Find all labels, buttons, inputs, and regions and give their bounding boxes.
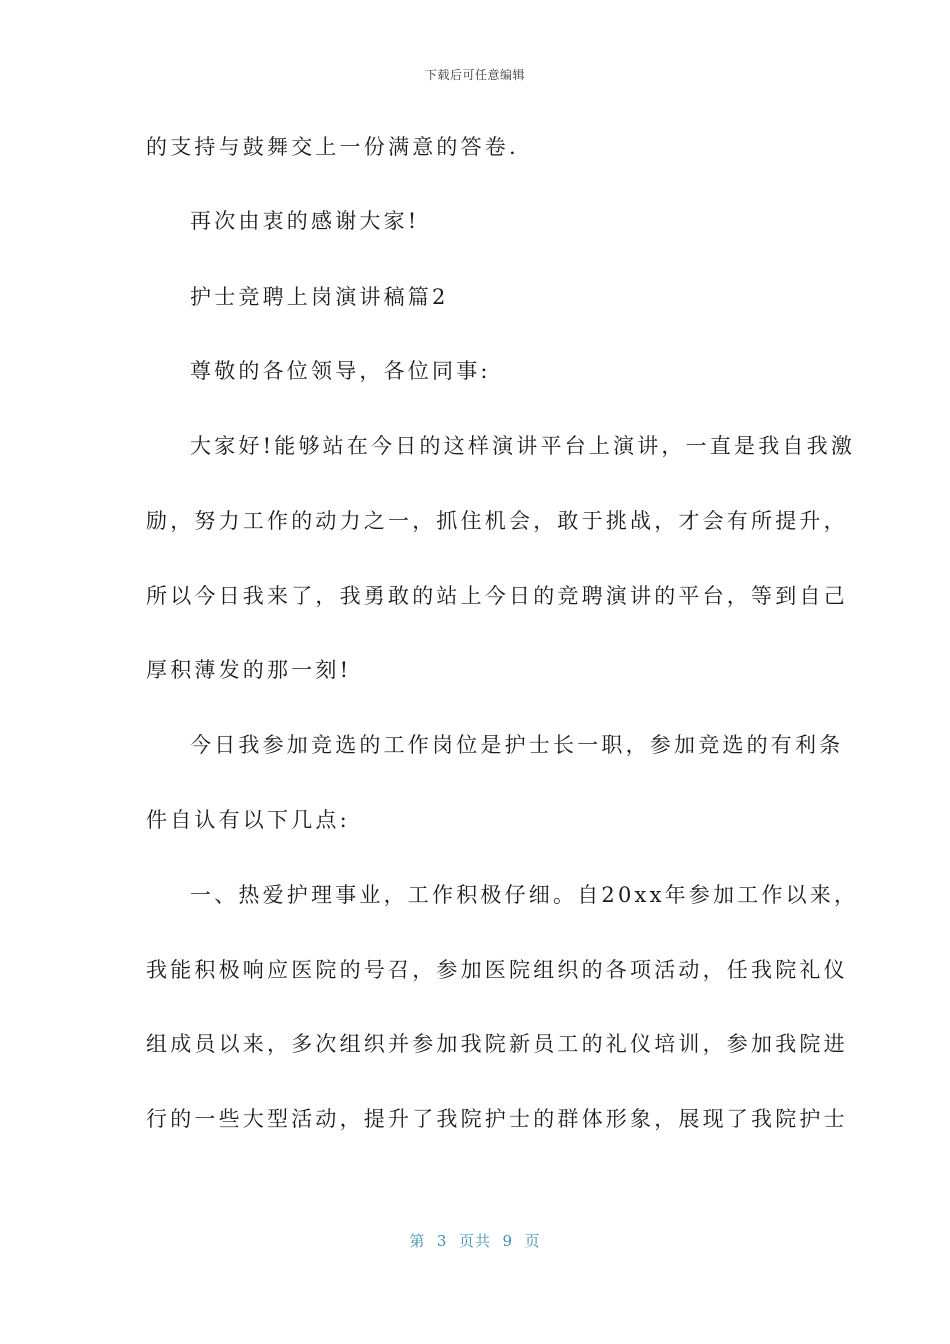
body-line: 组成员以来，多次组织并参加我院新员工的礼仪培训，参加我院进 <box>146 1032 848 1056</box>
body-line: 一、热爱护理事业，工作积极仔细。自20xx年参加工作以来， <box>190 883 859 907</box>
section-heading: 护士竞聘上岗演讲稿篇2 <box>190 285 449 309</box>
body-line: 大家好!能够站在今日的这样演讲平台上演讲，一直是我自我激 <box>190 434 856 458</box>
body-line: 尊敬的各位领导，各位同事: <box>190 359 491 383</box>
body-line: 的支持与鼓舞交上一份满意的答卷. <box>146 135 519 159</box>
body-line: 我能积极响应医院的号召，参加医院组织的各项活动，任我院礼仪 <box>146 958 848 982</box>
page-number-footer: 第 3 页共 9 页 <box>409 1232 541 1250</box>
header-note: 下载后可任意编辑 <box>424 68 525 82</box>
body-line: 件自认有以下几点: <box>146 808 350 832</box>
body-line: 厚积薄发的那一刻! <box>146 658 352 682</box>
body-line: 再次由衷的感谢大家! <box>190 209 420 233</box>
body-line: 励，努力工作的动力之一，抓住机会，敢于挑战，才会有所提升， <box>146 509 848 533</box>
body-line: 今日我参加竞选的工作岗位是护士长一职，参加竞选的有利条 <box>190 733 844 757</box>
body-line: 行的一些大型活动，提升了我院护士的群体形象，展现了我院护士 <box>146 1107 848 1131</box>
body-line: 所以今日我来了，我勇敢的站上今日的竞聘演讲的平台，等到自己 <box>146 584 848 608</box>
